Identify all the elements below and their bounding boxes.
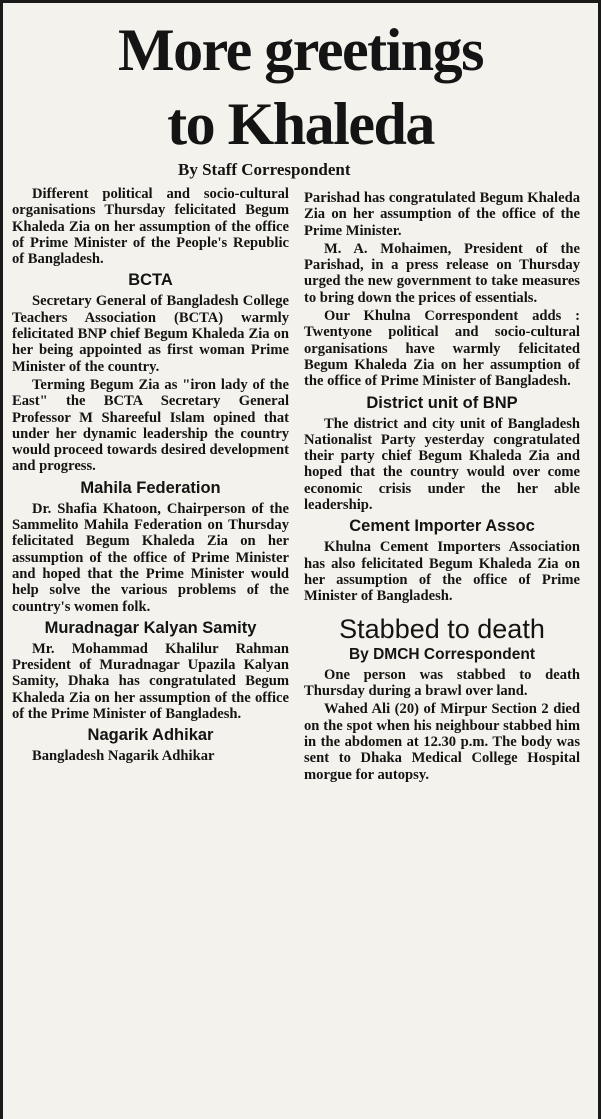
headline-line-1: More greetings: [118, 17, 483, 83]
stabbed-paragraph-2: Wahed Ali (20) of Mirpur Section 2 died on the spot when his neighbour stabbed him in the abdomen at 12.30 p.m. The body was sent to Dhaka Medical College Hospital morgue for autopsy.: [304, 701, 580, 783]
nagarik-paragraph-continued: Parishad has congratulated Begum Khaleda Zia on her assumption of the office of the Prime Minister.: [304, 190, 580, 239]
muradnagar-paragraph-1: Mr. Mohammad Khalilur Rahman President of Muradnagar Upazila Kalyan Samity, Dhaka has congratulated Begum Khaleda Zia on her assumption of the office of the Prime Minister of Bangladesh.: [12, 640, 289, 723]
bcta-paragraph-2: Terming Begum Zia as "iron lady of the East" the BCTA Secretary General Professor M Shareeful Islam opined that under her dynamic leadership the country would proceed towards desired development and progress.: [12, 376, 289, 475]
stabbed-headline: Stabbed to death: [339, 613, 545, 644]
section-heading-bcta: BCTA: [128, 271, 173, 290]
cement-paragraph-1: Khulna Cement Importers Association has also felicitated Begum Khaleda Zia on her assumption of the office of Prime Minister of Bangladesh.: [304, 539, 580, 605]
section-heading-cement: Cement Importer Assoc: [349, 517, 535, 536]
left-column: [12, 186, 289, 767]
right-column: [304, 190, 580, 785]
nagarik-paragraph-3: Our Khulna Correspondent adds : Twentyone political and socio-cultural organisations have warmly felicitated Begum Khaleda Zia on her assumption of the office of Prime Minister of Bangladesh.: [304, 308, 580, 390]
nagarik-paragraph-2: M. A. Mohaimen, President of the Parishad, in a press release on Thursday urged the new government to take measures to bring down the prices of essentials.: [304, 240, 580, 306]
stabbed-byline: By DMCH Correspondent: [348, 645, 535, 663]
district-paragraph-1: The district and city unit of Bangladesh Nationalist Party yesterday congratulated their party chief Begum Khaleda Zia and hoped that the country would over come economic crisis under the her able leadership.: [304, 415, 580, 514]
page-border-left: [0, 0, 3, 1119]
section-heading-district: District unit of BNP: [366, 393, 518, 412]
nagarik-paragraph-start: Bangladesh Nagarik Adhikar: [32, 748, 215, 765]
bcta-paragraph-1: Secretary General of Bangladesh College Teachers Association (BCTA) warmly felicitated BNP chief Begum Khaleda Zia on her being appointed as first woman Prime Minister of the country.: [12, 293, 289, 375]
intro-paragraph: Different political and socio-cultural organisations Thursday felicitated Begum Khaleda Zia on her assumption of the office of Prime Minister of the People's Republic of Bangladesh.: [12, 186, 289, 268]
mahila-paragraph-1: Dr. Shafia Khatoon, Chairperson of the Sammelito Mahila Federation on Thursday felicitated Begum Khaleda Zia on her assumption of the office of Prime Minister and hoped that the Prime Minister would help solve the various problems of the country's women folk.: [12, 500, 289, 615]
page-border-top: [0, 0, 601, 3]
article-byline: By Staff Correspondent: [178, 160, 351, 179]
headline-line-2: to Khaleda: [167, 91, 434, 157]
section-heading-mahila: Mahila Federation: [80, 478, 221, 497]
section-heading-nagarik: Nagarik Adhikar: [87, 726, 214, 745]
stabbed-paragraph-1: One person was stabbed to death Thursday during a brawl over land.: [304, 666, 580, 700]
section-heading-muradnagar: Muradnagar Kalyan Samity: [44, 618, 257, 637]
